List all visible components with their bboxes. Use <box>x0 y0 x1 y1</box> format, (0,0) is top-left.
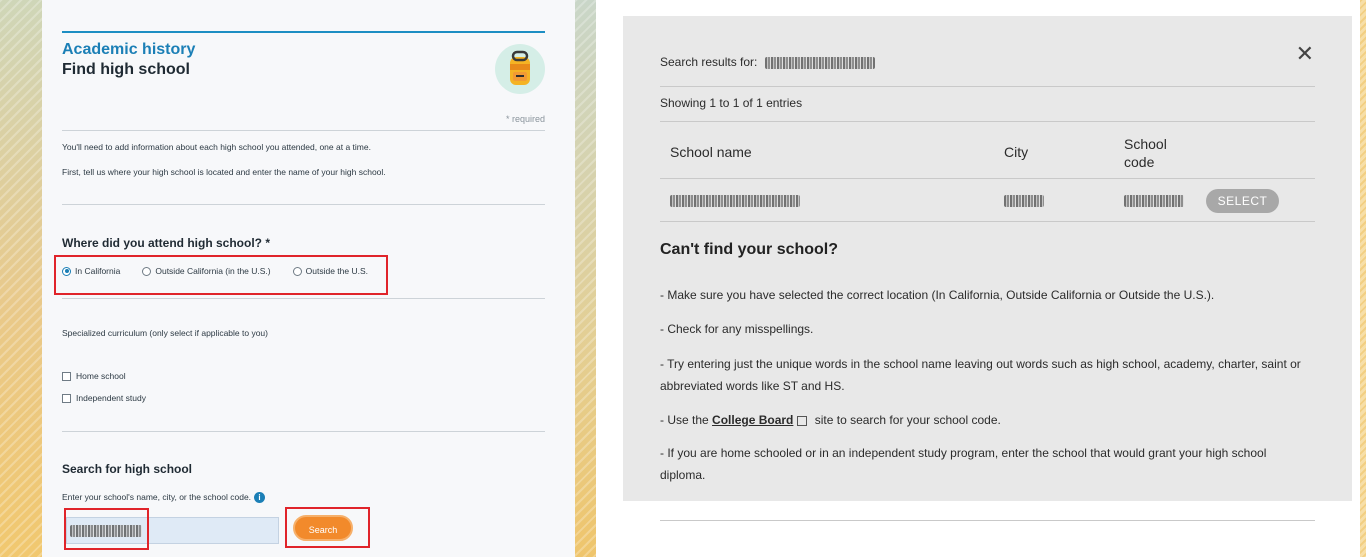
header-rule <box>62 31 545 33</box>
curriculum-label: Specialized curriculum (only select if applicable to you) <box>62 328 268 338</box>
select-school-button[interactable]: SELECT <box>1206 189 1279 213</box>
radio-label: In California <box>75 266 121 276</box>
backpack-icon <box>495 44 545 94</box>
column-school-name: School name <box>670 144 752 160</box>
tip-misspellings: - Check for any misspellings. <box>660 322 814 336</box>
cant-find-heading: Can't find your school? <box>660 241 839 258</box>
close-icon[interactable]: ✕ <box>1295 42 1314 67</box>
find-high-school-form <box>42 0 575 557</box>
redacted-school-name <box>670 195 800 207</box>
divider <box>660 86 1315 87</box>
column-school-code: School code <box>1124 136 1167 170</box>
external-link-icon <box>797 416 807 426</box>
search-help <box>62 492 265 503</box>
tip-location: - Make sure you have selected the correct location (In California, Outside California or Outside the U.S.). <box>660 288 1215 302</box>
divider <box>660 221 1315 222</box>
search-heading: Search for high school <box>62 462 193 476</box>
tip-unique-words: - Try entering just the unique words in the school name leaving out words such as high school, academy, charter, saint or abbreviated words like ST and HS. <box>660 357 1301 393</box>
radio-label: Outside California (in the U.S.) <box>155 266 271 276</box>
checkbox[interactable] <box>62 372 71 381</box>
intro-text-1: You'll need to add information about each high school you attended, one at a time. <box>62 142 371 152</box>
divider <box>62 431 545 432</box>
redacted-school-code <box>1124 195 1184 207</box>
checkbox-label: Home school <box>76 371 126 381</box>
required-note: * required <box>505 114 545 124</box>
college-board-link[interactable]: College Board <box>712 413 794 427</box>
column-city: City <box>1004 144 1029 160</box>
divider <box>62 298 545 299</box>
highlight-box-input <box>64 508 149 550</box>
search-results-label: Search results for: <box>660 55 758 69</box>
search-results-for <box>660 55 875 69</box>
divider <box>62 204 545 205</box>
redacted-search-term <box>765 57 875 69</box>
section-title: Academic history <box>62 41 196 58</box>
radio-label: Outside the U.S. <box>305 266 369 276</box>
entries-count: Showing 1 to 1 of 1 entries <box>660 96 803 110</box>
tip-home-schooled: - If you are home schooled or in an independent study program, enter the school that would grant your high school diploma. <box>660 446 1267 482</box>
highlight-box-location <box>54 255 388 295</box>
tip-4-suffix: site to search for your school code. <box>814 413 1001 427</box>
divider <box>660 121 1315 122</box>
background-stripe-left <box>0 0 42 557</box>
search-button[interactable]: Search <box>293 515 353 541</box>
location-question: Where did you attend high school? * <box>62 236 271 250</box>
checkbox[interactable] <box>62 394 71 403</box>
info-icon[interactable]: i <box>254 492 265 503</box>
page-title: Find high school <box>62 61 190 78</box>
search-help-text: Enter your school's name, city, or the school code. <box>62 492 252 502</box>
tip-4-prefix: - Use the <box>660 413 709 427</box>
checkbox-independent-study[interactable] <box>62 393 146 403</box>
background-stripe-middle <box>575 0 596 557</box>
divider <box>62 130 545 131</box>
checkbox-label: Independent study <box>76 393 146 403</box>
search-results-panel <box>596 0 1360 557</box>
background-stripe-right <box>1360 0 1366 557</box>
tip-college-board <box>660 409 1310 431</box>
intro-text-2: First, tell us where your high school is located and enter the name of your high school. <box>62 167 386 177</box>
checkbox-home-school[interactable] <box>62 371 126 381</box>
redacted-city <box>1004 195 1044 207</box>
divider <box>660 178 1315 179</box>
highlight-box-search <box>285 507 370 548</box>
divider <box>660 520 1315 521</box>
